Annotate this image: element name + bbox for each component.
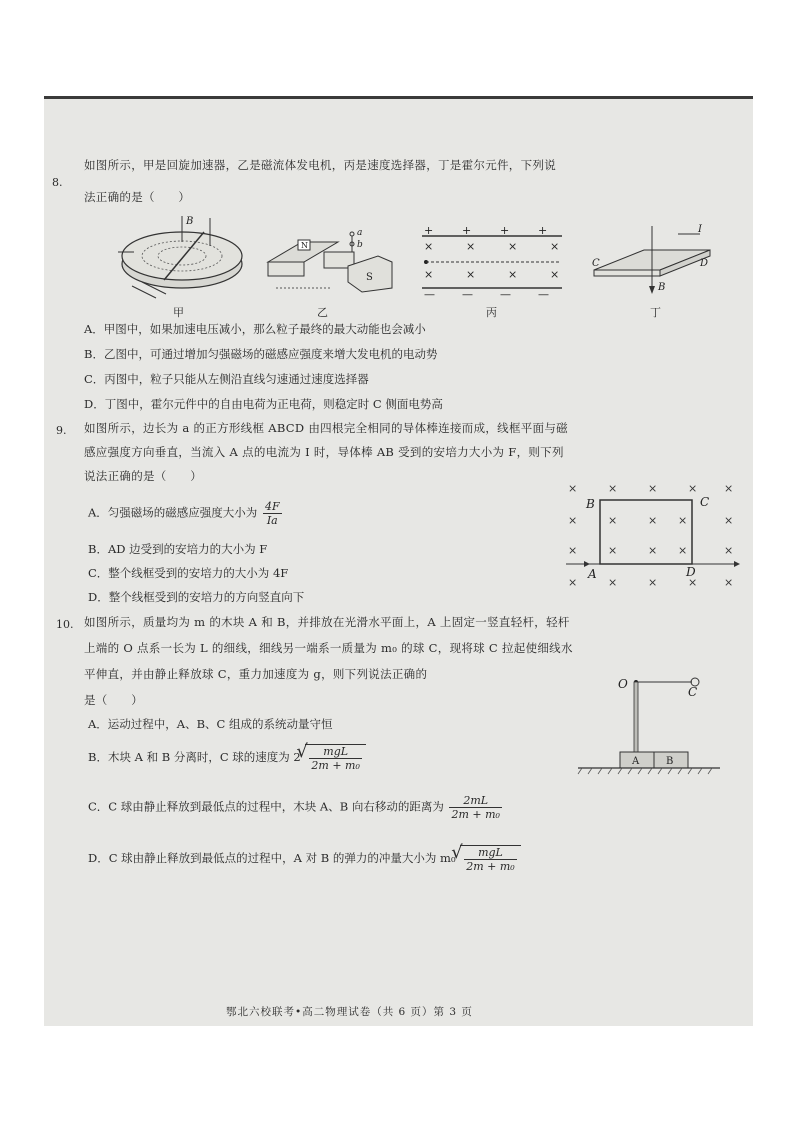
mhd-label-a: a: [357, 228, 363, 238]
svg-text:×: ×: [688, 482, 698, 495]
svg-text:×: ×: [550, 268, 560, 281]
q10-stem-line4: 是（ ）: [84, 693, 143, 707]
q10-option-c-numerator: 2mL: [449, 794, 501, 808]
q8-option-b: B．乙图中，可通过增加匀强磁场的磁感应强度来增大发电机的电动势: [84, 347, 438, 361]
caption-bing: 丙: [486, 306, 497, 319]
q10-option-b-text: B．木块 A 和 B 分离时，C 球的速度为 2: [88, 750, 301, 764]
svg-text:+: +: [500, 226, 510, 237]
mhd-label-S: S: [366, 272, 373, 283]
q9-option-d: D．整个线框受到的安培力的方向竖直向下: [88, 590, 305, 604]
q10-option-d-text: D．C 球由静止释放到最低点的过程中，A 对 B 的弹力的冲量大小为 m₀: [88, 851, 456, 865]
svg-text:×: ×: [466, 240, 476, 253]
q9-option-a-numerator: 4F: [264, 500, 280, 513]
svg-text:×: ×: [724, 482, 734, 495]
q10-option-c-text: C．C 球由静止释放到最低点的过程中，木块 A、B 向右移动的距离为: [88, 799, 444, 814]
q8-option-c: C．丙图中，粒子只能从左侧沿直线匀速通过速度选择器: [84, 372, 369, 386]
svg-text:×: ×: [648, 514, 658, 527]
svg-text:×: ×: [678, 544, 688, 557]
frame-label-B: B: [586, 497, 595, 511]
hall-element-figure: [588, 220, 718, 300]
svg-text:×: ×: [688, 576, 698, 589]
svg-text:+: +: [462, 226, 472, 237]
svg-text:×: ×: [648, 482, 658, 495]
q8-stem-line1: 如图所示，甲是回旋加速器，乙是磁流体发电机，丙是速度选择器，丁是霍尔元件，下列说: [84, 158, 556, 172]
svg-text:×: ×: [508, 240, 518, 253]
q10-option-b-sqrt: [305, 744, 365, 772]
svg-text:×: ×: [724, 544, 734, 557]
block-label-B: B: [666, 756, 674, 767]
q10-option-d-denominator: 2m + m₀: [466, 860, 515, 873]
svg-text:×: ×: [608, 514, 618, 527]
svg-text:×: ×: [568, 514, 578, 527]
mhd-generator-figure: [262, 222, 402, 300]
q10-number: 10.: [56, 618, 74, 631]
q9-stem-line1: 如图所示，边长为 a 的正方形线框 ABCD 由四根完全相同的导体棒连接而成，线框平面与磁: [84, 421, 568, 435]
q10-option-d-sqrt: [460, 845, 520, 873]
hall-label-C: C: [592, 258, 600, 269]
svg-text:×: ×: [724, 576, 734, 589]
svg-text:—: —: [538, 288, 549, 300]
svg-text:×: ×: [466, 268, 476, 281]
svg-text:×: ×: [608, 482, 618, 495]
svg-text:×: ×: [424, 268, 434, 281]
frame-label-A: A: [588, 567, 597, 581]
q9-option-a-denominator: Ia: [266, 514, 278, 527]
svg-text:×: ×: [568, 482, 578, 495]
q10-option-b-fraction: [309, 745, 361, 772]
q8-number: 8.: [52, 176, 63, 189]
svg-text:+: +: [538, 226, 548, 237]
q10-option-d: [88, 845, 521, 873]
svg-text:×: ×: [424, 240, 434, 253]
q9-stem-line2: 感应强度方向垂直，当流入 A 点的电流为 I 时，导体棒 AB 受到的安培力大小为 F，则下列: [84, 445, 564, 459]
q10-option-c-fraction: [449, 794, 501, 821]
page-footer: 鄂北六校联考•高二物理试卷（共 6 页）第 3 页: [226, 1006, 473, 1018]
mhd-label-N: N: [301, 241, 308, 250]
mhd-label-b: b: [357, 240, 363, 250]
svg-text:×: ×: [678, 514, 688, 527]
svg-text:—: —: [500, 288, 511, 300]
q10-stem-line2: 上端的 O 点系一长为 L 的细线，细线另一端系一质量为 m₀ 的球 C，现将球 C 拉起使细线水: [84, 641, 573, 655]
q9-number: 9.: [56, 424, 67, 437]
pendulum-label-C: C: [688, 685, 698, 699]
q9-option-a-text: A．匀强磁场的磁感应强度大小为: [88, 505, 258, 520]
q10-option-b-denominator: 2m + m₀: [311, 759, 360, 772]
svg-text:+: +: [424, 226, 434, 237]
q10-stem-line1: 如图所示，质量均为 m 的木块 A 和 B，并排放在光滑水平面上，A 上固定一竖直轻杆，轻杆: [84, 615, 570, 629]
hall-label-I: I: [698, 224, 702, 235]
svg-text:×: ×: [608, 544, 618, 557]
svg-text:×: ×: [724, 514, 734, 527]
q10-option-a: A．运动过程中，A、B、C 组成的系统动量守恒: [88, 717, 333, 731]
caption-ding: 丁: [650, 306, 661, 319]
q8-stem-line2: 法正确的是（ ）: [84, 190, 191, 204]
q10-stem-line3: 平伸直，并由静止释放球 C，重力加速度为 g，则下列说法正确的: [84, 667, 428, 681]
svg-text:×: ×: [648, 576, 658, 589]
q10-option-b: [88, 744, 366, 772]
square-frame-figure: [562, 478, 742, 590]
q9-option-a-fraction: [263, 500, 282, 527]
q8-option-a: A．甲图中，如果加速电压减小，那么粒子最终的最大动能也会减小: [84, 322, 426, 336]
cyclotron-label-B: B: [186, 216, 194, 227]
svg-text:×: ×: [568, 544, 578, 557]
q8-option-d: D．丁图中，霍尔元件中的自由电荷为正电荷，则稳定时 C 侧面电势高: [84, 397, 443, 411]
frame-label-D: D: [686, 565, 696, 579]
q10-option-c-denominator: 2m + m₀: [451, 808, 500, 821]
q10-option-b-numerator: √ mgL: [309, 745, 361, 759]
q10-option-d-numerator: √ mgL: [464, 846, 516, 860]
svg-text:×: ×: [568, 576, 578, 589]
svg-text:×: ×: [508, 268, 518, 281]
svg-text:—: —: [424, 288, 435, 300]
svg-text:×: ×: [648, 544, 658, 557]
block-label-A: A: [632, 756, 640, 767]
svg-text:—: —: [462, 288, 473, 300]
hall-label-B: B: [658, 282, 666, 293]
q10-option-d-fraction: [464, 846, 516, 873]
q10-option-c: [88, 794, 504, 821]
q9-option-b: B．AD 边受到的安培力的大小为 F: [88, 542, 268, 556]
hall-label-D: D: [700, 258, 709, 269]
q9-option-c: C．整个线框受到的安培力的大小为 4F: [88, 566, 289, 580]
frame-label-C: C: [700, 495, 710, 509]
caption-jia: 甲: [173, 306, 184, 319]
pendulum-blocks-figure: [574, 666, 724, 776]
caption-yi: 乙: [317, 306, 328, 319]
pendulum-label-O: O: [618, 677, 628, 691]
q9-stem-line3: 说法正确的是（ ）: [84, 469, 202, 483]
cyclotron-figure: [112, 212, 252, 304]
top-margin: [0, 0, 794, 96]
velocity-selector-figure: [418, 226, 566, 300]
svg-text:×: ×: [608, 576, 618, 589]
q9-option-a: [88, 500, 284, 527]
svg-text:×: ×: [550, 240, 560, 253]
